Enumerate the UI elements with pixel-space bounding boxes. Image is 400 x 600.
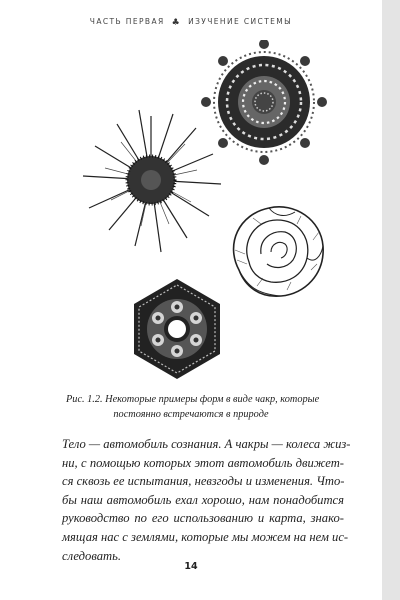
text-line: Тело — автомобиль сознания. А чакры — колеса жиз- [62,437,351,451]
text-line: ни, с помощью которых этот автомобиль движет- [62,455,344,470]
running-header [0,17,382,28]
text-line: бы наш автомобиль ехал хорошо, нам понадобится [62,492,344,507]
figure-caption [66,393,320,422]
caption-line: Рис. 1.2. Некоторые примеры форм в виде чакр, которые [66,394,320,405]
radiolarian-illustration [201,40,327,165]
trefoil-ornament-icon: ♣ [171,18,182,28]
text-line: ся сквозь ее испытания, невзгоды и изменения. Что- [62,474,345,489]
caption-line: постоянно встречаются в природе [113,408,269,420]
body-paragraph [62,435,351,565]
sea-urchin-illustration [83,110,221,252]
page-number: 14 [184,561,198,572]
rose-illustration [234,207,324,296]
text-line: руководство по его использованию и карта, знако- [62,511,344,526]
part-title: ЧАСТЬ ПЕРВАЯ [89,17,165,26]
chapter-title: ИЗУЧЕНИЕ СИСТЕМЫ [188,17,293,26]
hexagonal-mandala-illustration [134,279,220,379]
page-edge [382,0,400,600]
text-line: следовать. [62,548,121,563]
chakra-forms-illustration [0,40,382,380]
text-line: мящая нас с землями, которые мы можем на нем ис- [62,529,349,544]
